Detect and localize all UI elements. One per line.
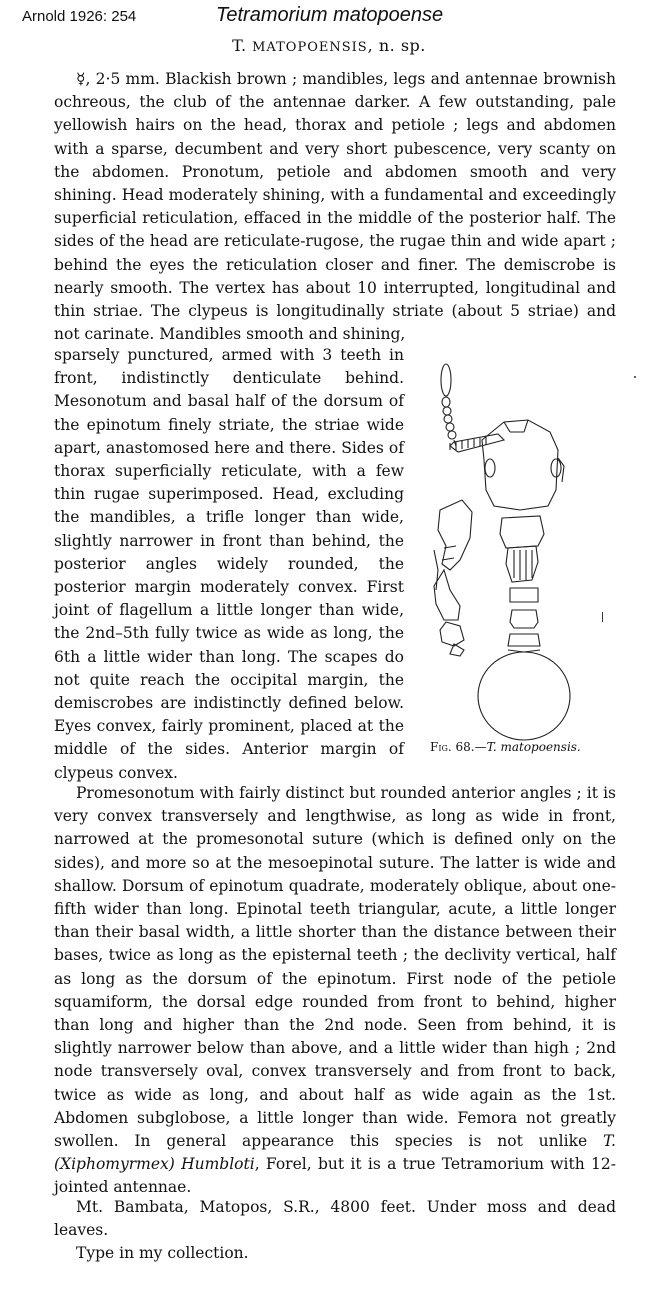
figure-caption <box>430 740 581 754</box>
promesonotum-text-end: , Forel, but it is a true Tetramorium with 12-jointed antennae. <box>54 1155 616 1197</box>
heading-initial: T. <box>232 36 247 55</box>
scan-speck <box>634 376 636 378</box>
section-heading <box>0 36 658 55</box>
species-title: Tetramorium matopoense <box>216 4 444 26</box>
description-paragraph-promesonotum <box>54 782 616 1200</box>
caption-label: Fig. 68. <box>430 740 475 754</box>
type-paragraph: Type in my collection. <box>76 1244 249 1262</box>
description-paragraph-beside-figure: sparsely punctured, armed with 3 teeth in front, indistinctly denticulate behind. Mesonotum and basal half of the dorsum of the epinotum finely striate, the striae wide apart, anastomosed here and there. Sides of thorax superficially reticulate, with a few thin rugae superimposed. Head, excluding the mandibles, a trifle longer than wide, slightly narrower in front than behind, the posterior angles widely rounded, the posterior margin moderately convex. First joint of flagellum a little longer than wide, the 2nd–5th fully twice as wide as long, the 6th a little wider than long. The scapes do not quite reach the occipital margin, the demiscrobes are indistinctly defined below. Eyes convex, fairly prominent, placed at the middle of the sides. Anterior margin of clypeus convex. <box>54 346 404 782</box>
heading-suffix: , n. sp. <box>367 36 426 55</box>
promesonotum-text: Promesonotum with fairly distinct but rounded anterior angles ; it is very convex transversely and lengthwise, as long as wide in front, narrowed at the promesonotal suture (which is defined only on the sides), and more so at the mesoepinotal suture. The latter is wide and shallow. Dorsum of epinotum quadrate, moderately oblique, about one-fifth wider than long. Epinotal teeth triangular, acute, a little longer than their basal width, a little shorter than the distance between their bases, twice as long as the episternal teeth ; the declivity vertical, half as long as the dorsum of the epinotum. First node of the petiole squamiform, the dorsal edge rounded from front to behind, higher than long and higher than the 2nd node. Seen from behind, it is slightly narrower below than above, and a little wider than high ; 2nd node transversely oval, convex transversely and from front to back, twice as wide as long, and about half as wide again as the 1st. Abdomen subglobose, a little longer than wide. Femora not greatly swollen. In general appearance this species is not unlike <box>54 784 616 1151</box>
comparison-species: T. (Xiphomyrmex) Humbloti <box>54 1132 616 1174</box>
caption-species: T. matopoensis. <box>486 740 581 754</box>
scan-speck <box>602 612 603 622</box>
heading-name: MATOPOENSIS <box>252 40 368 55</box>
caption-dash: — <box>474 740 487 754</box>
locality-paragraph: Mt. Bambata, Matopos, S.R., 4800 feet. Under moss and dead leaves. <box>54 1198 616 1240</box>
description-paragraph-intro: ☿, 2·5 mm. Blackish brown ; mandibles, legs and antennae brownish ochreous, the club of the antennae darker. A few outstanding, pale yellowish hairs on the head, thorax and petiole ; legs and abdomen with a sparse, decumbent and very short pubescence, very scanty on the abdomen. Pronotum, petiole and abdomen smooth and very shining. Head moderately shining, with a fundamental and exceedingly superficial reticulation, effaced in the middle of the posterior half. The sides of the head are reticulate-rugose, the rugae thin and wide apart ; behind the eyes the reticulation closer and finer. The demiscrobe is nearly smooth. The vertex has about 10 interrupted, longitudinal and thin striae. The clypeus is longitudinally striate (about 5 striae) and not carinate. Mandibles smooth and shining, <box>54 70 616 344</box>
citation-reference: Arnold 1926: 254 <box>22 8 137 25</box>
ant-illustration <box>420 350 635 745</box>
